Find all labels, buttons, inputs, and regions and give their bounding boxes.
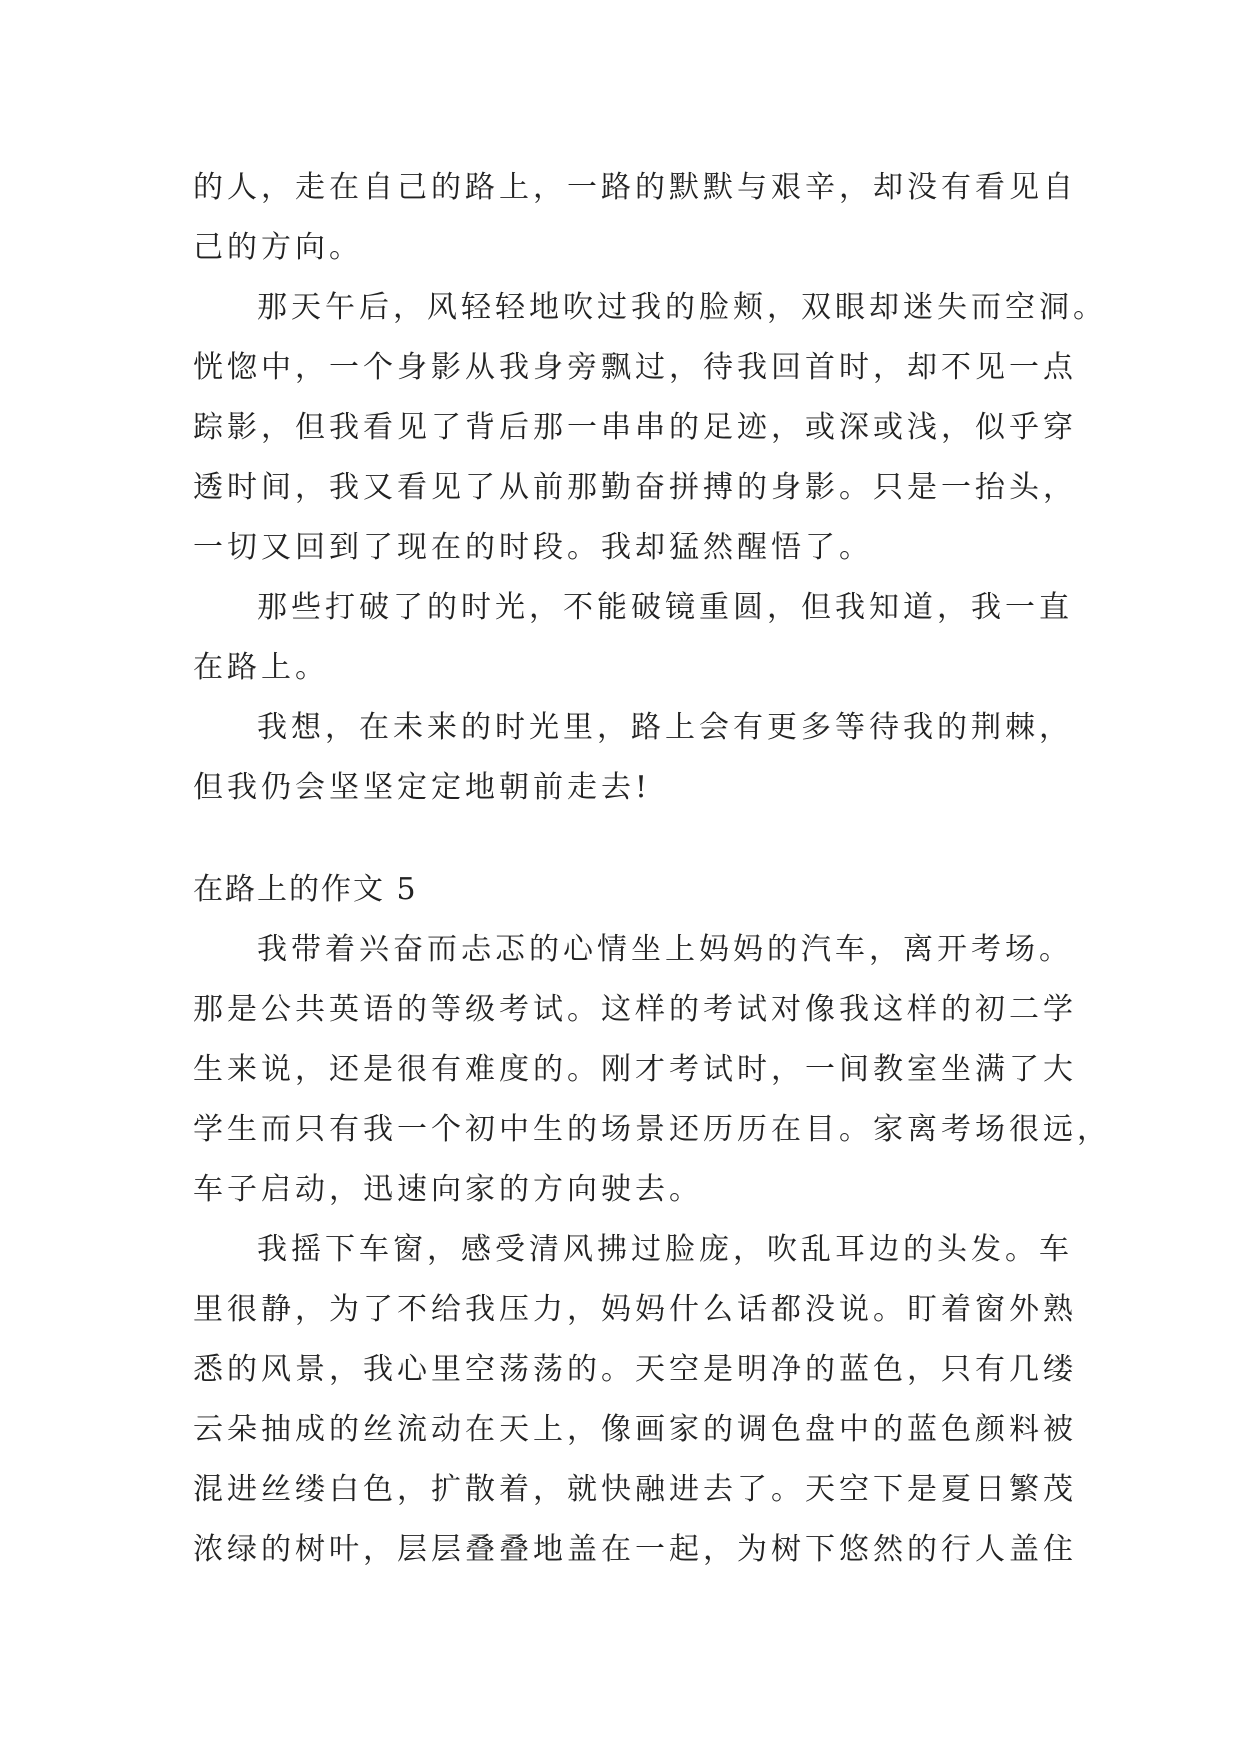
text-line: 在路上。 <box>193 650 329 685</box>
text-line: 一切又回到了现在的时段。我却猛然醒悟了。 <box>193 530 873 565</box>
text-line: 那些打破了的时光，不能破镜重圆，但我知道，我一直 <box>257 590 1073 625</box>
text-line: 浓绿的树叶，层层叠叠地盖在一起，为树下悠然的行人盖住 <box>193 1532 1077 1567</box>
text-line: 我带着兴奋而忐忑的心情坐上妈妈的汽车，离开考场。 <box>257 932 1073 967</box>
paragraph-5 <box>193 920 1111 1220</box>
text-line: 我想，在未来的时光里，路上会有更多等待我的荆棘， <box>257 710 1073 745</box>
text-line: 那是公共英语的等级考试。这样的考试对像我这样的初二学 <box>193 992 1077 1027</box>
section-title: 在路上的作文 5 <box>193 872 418 907</box>
text-line: 己的方向。 <box>193 230 363 265</box>
paragraph-2 <box>193 278 1107 578</box>
text-line: 学生而只有我一个初中生的场景还历历在目。家离考场很远， <box>193 1112 1111 1147</box>
paragraph-3 <box>193 578 1073 698</box>
text-line: 车子启动，迅速向家的方向驶去。 <box>193 1172 703 1207</box>
text-line: 云朵抽成的丝流动在天上，像画家的调色盘中的蓝色颜料被 <box>193 1412 1077 1447</box>
paragraph-1 <box>193 158 1077 278</box>
text-line: 透时间，我又看见了从前那勤奋拼搏的身影。只是一抬头， <box>193 470 1077 505</box>
text-line: 但我仍会坚坚定定地朝前走去! <box>193 770 652 805</box>
text-line: 生来说，还是很有难度的。刚才考试时，一间教室坐满了大 <box>193 1052 1077 1087</box>
text-line: 那天午后，风轻轻地吹过我的脸颊，双眼却迷失而空洞。 <box>257 290 1107 325</box>
paragraph-6 <box>193 1220 1077 1580</box>
text-line: 恍惚中，一个身影从我身旁飘过，待我回首时，却不见一点 <box>193 350 1077 385</box>
text-line: 我摇下车窗，感受清风拂过脸庞，吹乱耳边的头发。车 <box>257 1232 1073 1267</box>
text-line: 悉的风景，我心里空荡荡的。天空是明净的蓝色，只有几缕 <box>193 1352 1077 1387</box>
text-line: 的人，走在自己的路上，一路的默默与艰辛，却没有看见自 <box>193 170 1077 205</box>
section-gap <box>193 818 1073 860</box>
text-line: 踪影，但我看见了背后那一串串的足迹，或深或浅，似乎穿 <box>193 410 1077 445</box>
paragraph-4 <box>193 698 1073 818</box>
text-line: 混进丝缕白色，扩散着，就快融进去了。天空下是夏日繁茂 <box>193 1472 1077 1507</box>
text-line: 里很静，为了不给我压力，妈妈什么话都没说。盯着窗外熟 <box>193 1292 1077 1327</box>
document-body <box>193 158 1111 1580</box>
